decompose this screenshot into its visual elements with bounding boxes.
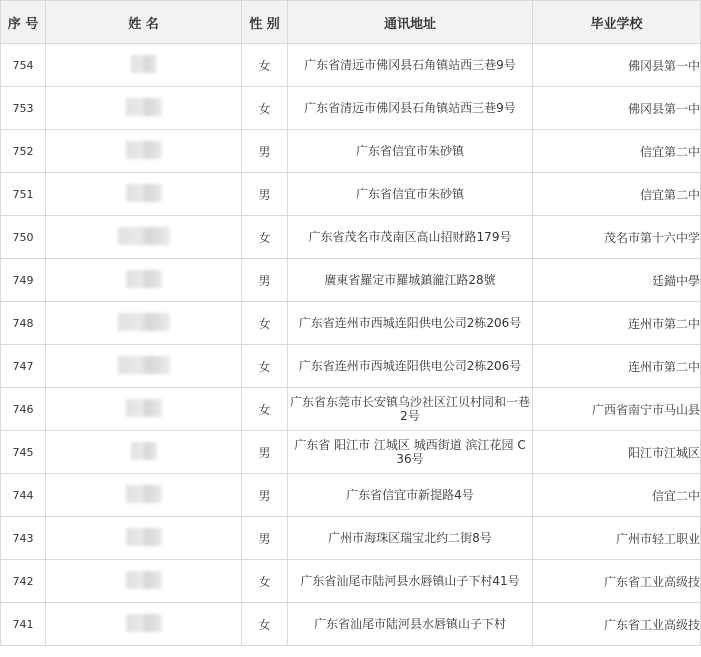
table-header-row — [1, 1, 701, 44]
table-row — [1, 517, 701, 560]
name-cell — [46, 216, 242, 259]
address-cell: 廣東省羅定市羅城鎮瀧江路28號 — [288, 259, 533, 302]
gender-cell: 男 — [242, 130, 288, 173]
school-cell: 广东省工业高级技 — [533, 603, 701, 646]
redacted-name — [126, 184, 162, 202]
school-cell: 阳江市江城区 — [533, 431, 701, 474]
address-cell: 广东省茂名市茂南区高山招财路179号 — [288, 216, 533, 259]
address-cell: 广东省连州市西城连阳供电公司2栋206号 — [288, 345, 533, 388]
header-name: 姓 名 — [46, 1, 242, 44]
name-cell — [46, 302, 242, 345]
redacted-name — [126, 399, 162, 417]
table-row — [1, 302, 701, 345]
redacted-name — [126, 614, 162, 632]
header-school: 毕业学校 — [533, 1, 701, 44]
name-cell — [46, 130, 242, 173]
table-row — [1, 44, 701, 87]
school-cell: 连州市第二中 — [533, 345, 701, 388]
address-cell: 广东省汕尾市陆河县水唇镇山子下村41号 — [288, 560, 533, 603]
name-cell — [46, 603, 242, 646]
gender-cell: 女 — [242, 216, 288, 259]
address-cell: 广东省东莞市长安镇乌沙社区江贝村同和一巷2号 — [288, 388, 533, 431]
table-row — [1, 388, 701, 431]
redacted-name — [118, 356, 170, 374]
address-cell: 广东省连州市西城连阳供电公司2栋206号 — [288, 302, 533, 345]
gender-cell: 男 — [242, 474, 288, 517]
seq-cell: 743 — [1, 517, 46, 560]
redacted-name — [126, 98, 162, 116]
school-cell: 广州市轻工职业 — [533, 517, 701, 560]
gender-cell: 男 — [242, 517, 288, 560]
seq-cell: 745 — [1, 431, 46, 474]
school-cell: 广东省工业高级技 — [533, 560, 701, 603]
address-cell: 广东省信宜市朱砂镇 — [288, 173, 533, 216]
table-row — [1, 130, 701, 173]
address-cell: 广州市海珠区瑞宝北约二街8号 — [288, 517, 533, 560]
seq-cell: 747 — [1, 345, 46, 388]
redacted-name — [118, 227, 170, 245]
address-cell: 广东省清远市佛冈县石角镇站西三巷9号 — [288, 44, 533, 87]
name-cell — [46, 259, 242, 302]
table-row — [1, 173, 701, 216]
gender-cell: 女 — [242, 302, 288, 345]
table-row — [1, 431, 701, 474]
address-cell: 广东省清远市佛冈县石角镇站西三巷9号 — [288, 87, 533, 130]
name-cell — [46, 474, 242, 517]
header-address: 通讯地址 — [288, 1, 533, 44]
address-cell: 广东省信宜市朱砂镇 — [288, 130, 533, 173]
gender-cell: 女 — [242, 560, 288, 603]
name-cell — [46, 431, 242, 474]
gender-cell: 女 — [242, 87, 288, 130]
seq-cell: 754 — [1, 44, 46, 87]
gender-cell: 女 — [242, 603, 288, 646]
table-row — [1, 560, 701, 603]
gender-cell: 男 — [242, 173, 288, 216]
name-cell — [46, 87, 242, 130]
school-cell: 佛冈县第一中 — [533, 87, 701, 130]
gender-cell: 女 — [242, 345, 288, 388]
table-row — [1, 474, 701, 517]
seq-cell: 749 — [1, 259, 46, 302]
school-cell: 广西省南宁市马山县 — [533, 388, 701, 431]
redacted-name — [131, 442, 157, 460]
redacted-name — [126, 270, 162, 288]
school-cell: 连州市第二中 — [533, 302, 701, 345]
table-row — [1, 259, 701, 302]
redacted-name — [118, 313, 170, 331]
school-cell: 佛冈县第一中 — [533, 44, 701, 87]
school-cell: 廷錨中學 — [533, 259, 701, 302]
seq-cell: 752 — [1, 130, 46, 173]
seq-cell: 750 — [1, 216, 46, 259]
seq-cell: 744 — [1, 474, 46, 517]
name-cell — [46, 560, 242, 603]
redacted-name — [131, 55, 157, 73]
redacted-name — [126, 528, 162, 546]
table-row — [1, 603, 701, 646]
gender-cell: 女 — [242, 44, 288, 87]
address-cell: 广东省汕尾市陆河县水唇镇山子下村 — [288, 603, 533, 646]
seq-cell: 753 — [1, 87, 46, 130]
name-cell — [46, 345, 242, 388]
gender-cell: 男 — [242, 259, 288, 302]
name-cell — [46, 173, 242, 216]
name-cell — [46, 388, 242, 431]
name-cell — [46, 44, 242, 87]
seq-cell: 741 — [1, 603, 46, 646]
school-cell: 信宜第二中 — [533, 130, 701, 173]
gender-cell: 男 — [242, 431, 288, 474]
table-row — [1, 345, 701, 388]
header-seq: 序 号 — [1, 1, 46, 44]
address-cell: 广东省 阳江市 江城区 城西街道 滨江花园 C 36号 — [288, 431, 533, 474]
seq-cell: 746 — [1, 388, 46, 431]
seq-cell: 751 — [1, 173, 46, 216]
redacted-name — [126, 485, 162, 503]
table-row — [1, 216, 701, 259]
school-cell: 信宜二中 — [533, 474, 701, 517]
gender-cell: 女 — [242, 388, 288, 431]
address-cell: 广东省信宜市新提路4号 — [288, 474, 533, 517]
redacted-name — [126, 141, 162, 159]
school-cell: 信宜第二中 — [533, 173, 701, 216]
table-row — [1, 87, 701, 130]
header-gender: 性 别 — [242, 1, 288, 44]
seq-cell: 742 — [1, 560, 46, 603]
name-cell — [46, 517, 242, 560]
school-cell: 茂名市第十六中学 — [533, 216, 701, 259]
redacted-name — [126, 571, 162, 589]
seq-cell: 748 — [1, 302, 46, 345]
